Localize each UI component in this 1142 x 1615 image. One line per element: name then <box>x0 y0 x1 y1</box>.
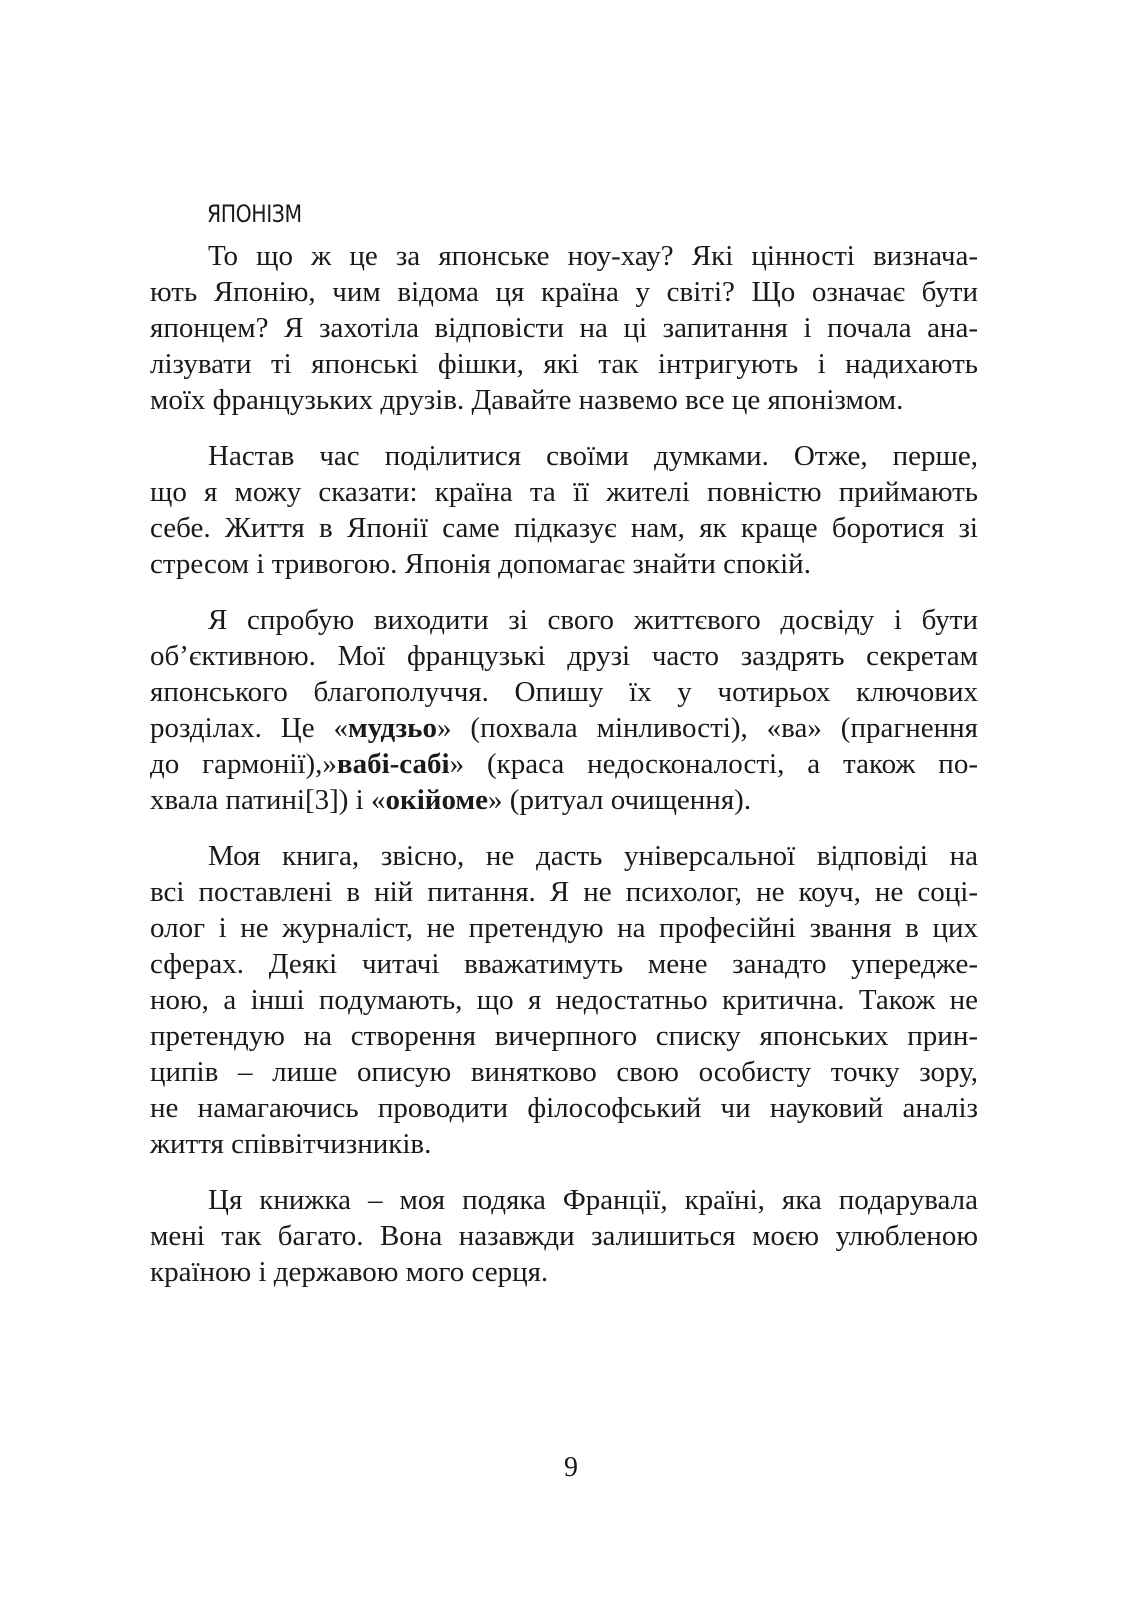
text-line <box>150 1054 978 1090</box>
text-line <box>150 546 978 582</box>
text-segment: ють Японію, чим відома ця країна у світі? Що означає бути <box>150 276 978 308</box>
text-segment: мені так багато. Вона назавжди залишиться моєю улюбленою <box>150 1220 978 1252</box>
text-line <box>150 782 978 818</box>
text-segment: сферах. Деякі читачі вважатимуть мене занадто упередже- <box>150 948 978 980</box>
paragraph <box>150 1182 978 1290</box>
text-segment: не намагаючись проводити філософський чи науковий аналіз <box>150 1092 978 1124</box>
text-segment: Моя книга, звісно, не дасть універсальної відповіді на <box>208 840 978 872</box>
text-segment: японського благополуччя. Опишу їх у чотирьох ключових <box>150 676 978 708</box>
text-segment: ципів – лише описую винятково свою особисту точку зору, <box>150 1056 978 1088</box>
text-line <box>150 310 978 346</box>
text-segment: життя співвітчизників. <box>150 1128 432 1160</box>
text-line <box>150 474 978 510</box>
text-segment: лізувати ті японські фішки, які так інтригують і надихають <box>150 348 978 380</box>
text-segment: Я спробую виходити зі свого життєвого досвіду і бути <box>208 604 978 636</box>
paragraph <box>150 238 978 418</box>
bold-term: вабі-сабі <box>336 748 450 780</box>
text-line <box>150 1218 978 1254</box>
text-segment: себе. Життя в Японії саме підказує нам, як краще боротися зі <box>150 512 978 544</box>
text-line <box>150 382 978 418</box>
text-line <box>150 746 978 782</box>
bold-term: мудзьо <box>348 712 437 744</box>
text-segment: » (краса недосконалості, а також по- <box>449 748 978 780</box>
chapter-heading: ЯПОНІЗМ <box>207 200 302 228</box>
paragraph <box>150 438 978 582</box>
bold-term: окійоме <box>385 784 489 816</box>
text-line <box>150 238 978 274</box>
text-line <box>150 1182 978 1218</box>
text-segment: що я можу сказати: країна та її жителі повністю приймають <box>150 476 978 508</box>
text-line <box>150 438 978 474</box>
text-segment: об’єктивною. Мої французькі друзі часто заздрять секретам <box>150 640 978 672</box>
text-line <box>150 710 978 746</box>
text-segment: олог і не журналіст, не претендую на професійні звання в цих <box>150 912 978 944</box>
text-segment: ною, а інші подумають, що я недостатньо критична. Також не <box>150 984 978 1016</box>
text-line <box>150 946 978 982</box>
text-segment: японцем? Я захотіла відповісти на ці запитання і почала ана- <box>150 312 978 344</box>
text-line <box>150 1126 978 1162</box>
text-segment: претендую на створення вичерпного списку японських прин- <box>150 1020 978 1052</box>
text-segment: всі поставлені в ній питання. Я не психолог, не коуч, не соці- <box>150 876 978 908</box>
text-line <box>150 982 978 1018</box>
text-line <box>150 274 978 310</box>
text-line <box>150 510 978 546</box>
text-segment: країною і державою мого серця. <box>150 1256 549 1288</box>
text-line <box>150 346 978 382</box>
text-segment: Ця книжка – моя подяка Франції, країні, яка подарувала <box>208 1184 978 1216</box>
text-line <box>150 838 978 874</box>
text-segment: до гармонії),» <box>150 748 337 780</box>
text-line <box>150 910 978 946</box>
text-line <box>150 674 978 710</box>
text-line <box>150 602 978 638</box>
text-line <box>150 1254 978 1290</box>
text-segment: Настав час поділитися своїми думками. Отже, перше, <box>208 440 978 472</box>
page-number: 9 <box>564 1452 578 1483</box>
text-line <box>150 1090 978 1126</box>
body-text <box>150 238 978 1310</box>
text-segment: розділах. Це « <box>150 712 349 744</box>
text-segment: То що ж це за японське ноу-хау? Які цінності визнача- <box>208 240 978 272</box>
paragraph <box>150 838 978 1162</box>
text-line <box>150 638 978 674</box>
text-segment: моїх французьких друзів. Давайте назвемо все це японізмом. <box>150 384 904 416</box>
text-segment: хвала патині[3]) і « <box>150 784 386 816</box>
text-line <box>150 1018 978 1054</box>
text-segment: » (ритуал очищення). <box>488 784 752 816</box>
text-segment: стресом і тривогою. Японія допомагає знайти спокій. <box>150 548 811 580</box>
paragraph <box>150 602 978 818</box>
text-segment: » (похвала мінливості), «ва» (прагнення <box>436 712 978 744</box>
text-line <box>150 874 978 910</box>
